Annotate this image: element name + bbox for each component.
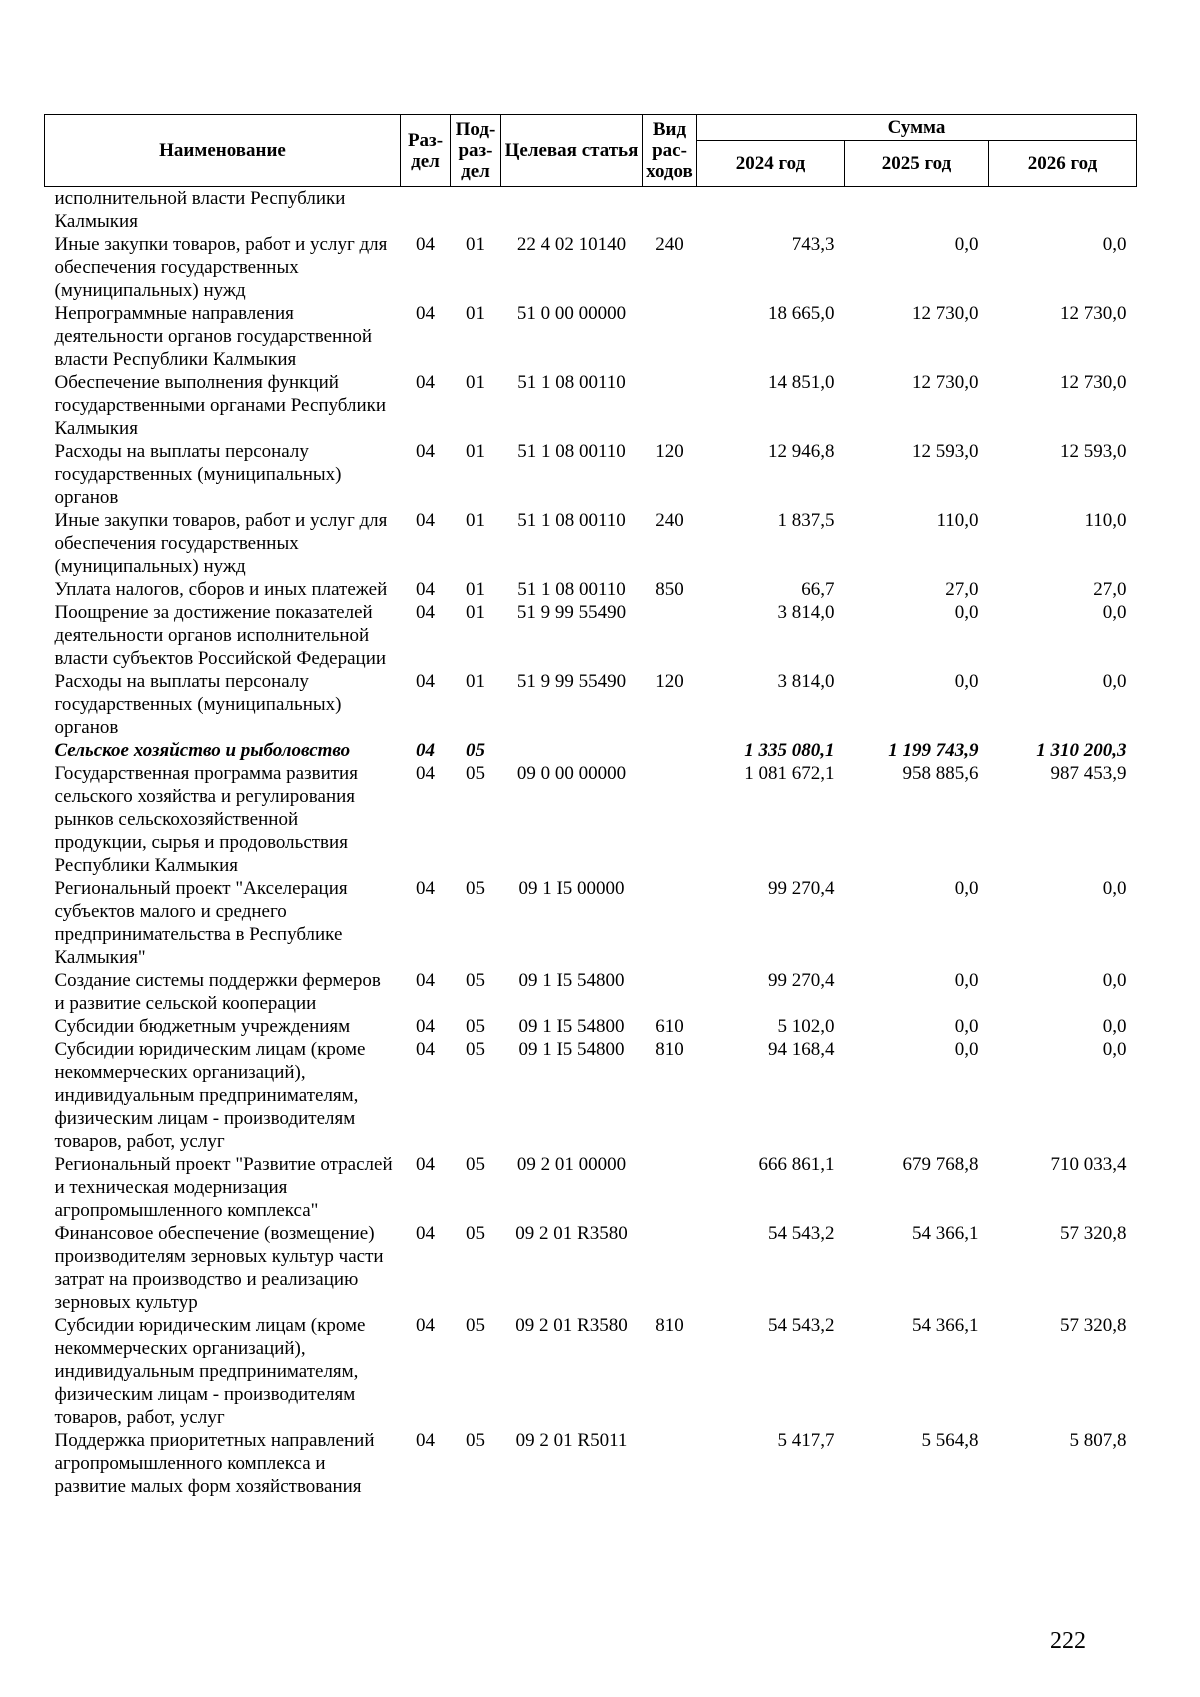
- row-sum-2024: 99 270,4: [768, 970, 835, 991]
- row-name: Сельское хозяйство и рыболовство: [54, 740, 351, 761]
- row-name: Поощрение за достижение показателей деятельности органов исполнительной власти субъектов Российской Федерации: [54, 602, 387, 669]
- row-sum-2024: 3 814,0: [777, 602, 835, 623]
- table-row: [45, 762, 1137, 877]
- row-target-article: 51 9 99 55490: [516, 671, 627, 692]
- row-section: 04: [416, 1016, 435, 1037]
- row-subsection: 05: [466, 970, 485, 991]
- row-sum-2026: 12 730,0: [1060, 303, 1127, 324]
- row-name: исполнительной власти Республики Калмыкия: [54, 188, 346, 232]
- table-row: [45, 578, 1137, 601]
- header-year-2026: 2026 год: [989, 141, 1137, 187]
- row-target-article: 51 9 99 55490: [516, 602, 627, 623]
- header-subsection: Под-раз-дел: [451, 115, 501, 187]
- row-section: 04: [416, 1430, 435, 1451]
- table-row: [45, 187, 1137, 234]
- table-row: [45, 371, 1137, 440]
- row-sum-2024: 94 168,4: [768, 1039, 835, 1060]
- row-section: 04: [416, 234, 435, 255]
- row-sum-2025: 27,0: [945, 579, 979, 600]
- row-target-article: 51 1 08 00110: [517, 372, 626, 393]
- row-sum-2024: 1 837,5: [777, 510, 835, 531]
- row-target-article: 51 1 08 00110: [517, 510, 626, 531]
- row-sum-2026: 12 593,0: [1060, 441, 1127, 462]
- row-sum-2024: 99 270,4: [768, 878, 835, 899]
- row-expense-kind: [643, 1429, 697, 1498]
- row-sum-2025: [845, 187, 989, 234]
- row-expense-kind: [643, 739, 697, 762]
- header-year-2025: 2025 год: [845, 141, 989, 187]
- table-row: [45, 601, 1137, 670]
- row-name: Субсидии юридическим лицам (кроме некоммерческих организаций), индивидуальным предпринимателям, физическим лицам - производителям товаров, работ, услуг: [54, 1315, 366, 1428]
- row-sum-2026: 987 453,9: [1050, 763, 1127, 784]
- row-target-article: 51 1 08 00110: [517, 579, 626, 600]
- row-sum-2024: 18 665,0: [768, 303, 835, 324]
- row-section: 04: [416, 1315, 435, 1336]
- row-subsection: 01: [466, 510, 485, 531]
- row-expense-kind: 120: [655, 441, 684, 462]
- row-sum-2026: 0,0: [1102, 234, 1127, 255]
- row-sum-2025: 12 593,0: [912, 441, 979, 462]
- row-subsection: 01: [466, 671, 485, 692]
- row-target-article: 22 4 02 10140: [516, 234, 627, 255]
- row-expense-kind: [643, 877, 697, 969]
- row-name: Региональный проект "Развитие отраслей и техническая модернизация агропромышленного комплекса": [54, 1154, 393, 1221]
- row-sum-2026: 0,0: [1102, 1039, 1127, 1060]
- row-expense-kind: 240: [655, 234, 684, 255]
- row-sum-2024: [697, 187, 845, 234]
- row-target-article: [501, 187, 643, 234]
- row-subsection: 01: [466, 303, 485, 324]
- row-subsection: 05: [466, 1016, 485, 1037]
- row-expense-kind: 120: [655, 671, 684, 692]
- row-subsection: 01: [466, 372, 485, 393]
- row-name: Обеспечение выполнения функций государственными органами Республики Калмыкия: [54, 372, 387, 439]
- table-row: [45, 969, 1137, 1015]
- header-target-article: Целевая статья: [501, 115, 643, 187]
- row-section: 04: [416, 579, 435, 600]
- row-sum-2025: 0,0: [954, 1016, 979, 1037]
- row-sum-2025: 54 366,1: [912, 1223, 979, 1244]
- row-sum-2026: 110,0: [1084, 510, 1127, 531]
- row-sum-2025: 0,0: [954, 602, 979, 623]
- row-name: Субсидии юридическим лицам (кроме некоммерческих организаций), индивидуальным предпринимателям, физическим лицам - производителям товаров, работ, услуг: [54, 1039, 366, 1152]
- row-subsection: 01: [466, 602, 485, 623]
- row-sum-2025: 679 768,8: [902, 1154, 979, 1175]
- row-sum-2024: 54 543,2: [768, 1223, 835, 1244]
- table-row: [45, 1015, 1137, 1038]
- row-name: Субсидии бюджетным учреждениям: [54, 1016, 351, 1037]
- row-subsection: 05: [466, 1154, 485, 1175]
- table-row: [45, 1153, 1137, 1222]
- row-subsection: 01: [466, 579, 485, 600]
- row-section: 04: [416, 671, 435, 692]
- row-name: Государственная программа развития сельского хозяйства и регулирования рынков сельскохозяйственной продукции, сырья и продовольствия Республики Калмыкия: [54, 763, 358, 876]
- row-sum-2026: 0,0: [1102, 970, 1127, 991]
- row-name: Непрограммные направления деятельности органов государственной власти Республики Калмыкия: [54, 303, 373, 370]
- row-sum-2026: 1 310 200,3: [1036, 740, 1127, 761]
- row-name: Создание системы поддержки фермеров и развитие сельской кооперации: [54, 970, 381, 1014]
- row-section: 04: [416, 1154, 435, 1175]
- row-name: Финансовое обеспечение (возмещение) производителям зерновых культур части затрат на производство и реализацию зерновых культур: [54, 1223, 384, 1313]
- row-sum-2025: 958 885,6: [902, 763, 979, 784]
- row-name: Расходы на выплаты персоналу государственных (муниципальных) органов: [54, 671, 342, 738]
- row-target-article: 51 1 08 00110: [517, 441, 626, 462]
- row-section: 04: [416, 441, 435, 462]
- row-expense-kind: 810: [655, 1315, 684, 1336]
- budget-table: [44, 114, 1137, 1498]
- row-expense-kind: [643, 302, 697, 371]
- row-section: 04: [416, 970, 435, 991]
- header-expense-kind: Вид рас-ходов: [643, 115, 697, 187]
- row-sum-2025: 0,0: [954, 671, 979, 692]
- row-sum-2025: 54 366,1: [912, 1315, 979, 1336]
- row-sum-2026: 0,0: [1102, 1016, 1127, 1037]
- row-subsection: 05: [466, 1315, 485, 1336]
- row-sum-2026: 57 320,8: [1060, 1223, 1127, 1244]
- header-sum: Сумма: [697, 115, 1137, 141]
- row-sum-2025: 0,0: [954, 234, 979, 255]
- row-sum-2024: 743,3: [791, 234, 835, 255]
- table-row: [45, 1314, 1137, 1429]
- row-sum-2026: 12 730,0: [1060, 372, 1127, 393]
- row-section: 04: [416, 1223, 435, 1244]
- row-target-article: 09 1 I5 54800: [518, 1039, 625, 1060]
- row-sum-2025: 110,0: [936, 510, 979, 531]
- row-sum-2026: 0,0: [1102, 878, 1127, 899]
- page-number: 222: [1050, 1628, 1086, 1654]
- table-row: [45, 302, 1137, 371]
- header-section: Раз-дел: [401, 115, 451, 187]
- row-subsection: 01: [466, 441, 485, 462]
- row-sum-2026: 57 320,8: [1060, 1315, 1127, 1336]
- row-sum-2024: 666 861,1: [758, 1154, 835, 1175]
- row-sum-2026: [989, 187, 1137, 234]
- row-section: 04: [416, 878, 435, 899]
- row-target-article: 09 1 I5 54800: [518, 970, 625, 991]
- row-subsection: 01: [466, 234, 485, 255]
- row-sum-2024: 54 543,2: [768, 1315, 835, 1336]
- row-sum-2025: 0,0: [954, 1039, 979, 1060]
- table-body: [45, 187, 1137, 1499]
- row-expense-kind: 610: [655, 1016, 684, 1037]
- row-expense-kind: 240: [655, 510, 684, 531]
- row-section: 04: [416, 372, 435, 393]
- row-subsection: 05: [466, 740, 485, 761]
- row-sum-2025: 12 730,0: [912, 372, 979, 393]
- row-subsection: 05: [466, 1430, 485, 1451]
- header-year-2024: 2024 год: [697, 141, 845, 187]
- row-subsection: 05: [466, 878, 485, 899]
- table-row: [45, 1222, 1137, 1314]
- row-name: Расходы на выплаты персоналу государственных (муниципальных) органов: [54, 441, 342, 508]
- row-section: 04: [416, 740, 435, 761]
- row-subsection: 05: [466, 763, 485, 784]
- row-sum-2025: 5 564,8: [921, 1430, 979, 1451]
- row-sum-2025: 12 730,0: [912, 303, 979, 324]
- row-target-article: 09 2 01 R5011: [515, 1430, 628, 1451]
- row-target-article: [501, 739, 643, 762]
- row-sum-2026: 27,0: [1093, 579, 1127, 600]
- row-section: 04: [416, 763, 435, 784]
- row-sum-2026: 0,0: [1102, 671, 1127, 692]
- row-target-article: 09 2 01 R3580: [515, 1223, 628, 1244]
- row-sum-2024: 5 417,7: [777, 1430, 835, 1451]
- header-name: Наименование: [45, 115, 401, 187]
- row-sum-2026: 5 807,8: [1069, 1430, 1127, 1451]
- row-subsection: 05: [466, 1223, 485, 1244]
- row-sum-2024: 5 102,0: [777, 1016, 835, 1037]
- row-expense-kind: 850: [655, 579, 684, 600]
- row-expense-kind: [643, 969, 697, 1015]
- row-section: [401, 187, 451, 234]
- table-row: [45, 509, 1137, 578]
- row-sum-2025: 0,0: [954, 878, 979, 899]
- table-row: [45, 1429, 1137, 1498]
- row-subsection: [451, 187, 501, 234]
- row-section: 04: [416, 602, 435, 623]
- row-target-article: 09 2 01 R3580: [515, 1315, 628, 1336]
- row-expense-kind: 810: [655, 1039, 684, 1060]
- table-row: [45, 233, 1137, 302]
- row-target-article: 51 0 00 00000: [516, 303, 627, 324]
- table-row: [45, 877, 1137, 969]
- table-row: [45, 739, 1137, 762]
- row-name: Иные закупки товаров, работ и услуг для обеспечения государственных (муниципальных) нужд: [54, 510, 388, 577]
- row-name: Уплата налогов, сборов и иных платежей: [54, 579, 388, 600]
- row-target-article: 09 2 01 00000: [516, 1154, 627, 1175]
- row-sum-2024: 1 335 080,1: [744, 740, 835, 761]
- row-target-article: 09 1 I5 54800: [518, 1016, 625, 1037]
- row-sum-2026: 0,0: [1102, 602, 1127, 623]
- row-sum-2025: 0,0: [954, 970, 979, 991]
- row-sum-2025: 1 199 743,9: [888, 740, 979, 761]
- row-section: 04: [416, 303, 435, 324]
- row-sum-2024: 3 814,0: [777, 671, 835, 692]
- row-subsection: 05: [466, 1039, 485, 1060]
- row-sum-2024: 14 851,0: [768, 372, 835, 393]
- row-section: 04: [416, 510, 435, 531]
- row-sum-2024: 66,7: [801, 579, 835, 600]
- row-expense-kind: [643, 1222, 697, 1314]
- row-target-article: 09 1 I5 00000: [518, 878, 625, 899]
- row-expense-kind: [643, 187, 697, 234]
- row-sum-2024: 12 946,8: [768, 441, 835, 462]
- table-header: [45, 115, 1137, 187]
- row-sum-2026: 710 033,4: [1050, 1154, 1127, 1175]
- row-expense-kind: [643, 1153, 697, 1222]
- row-target-article: 09 0 00 00000: [516, 763, 627, 784]
- table-row: [45, 440, 1137, 509]
- row-sum-2024: 1 081 672,1: [744, 763, 835, 784]
- row-expense-kind: [643, 371, 697, 440]
- table-row: [45, 670, 1137, 739]
- row-expense-kind: [643, 762, 697, 877]
- row-name: Иные закупки товаров, работ и услуг для обеспечения государственных (муниципальных) нужд: [54, 234, 388, 301]
- row-expense-kind: [643, 601, 697, 670]
- row-section: 04: [416, 1039, 435, 1060]
- table-row: [45, 1038, 1137, 1153]
- row-name: Региональный проект "Акселерация субъектов малого и среднего предпринимательства в Республике Калмыкия": [54, 878, 348, 968]
- row-name: Поддержка приоритетных направлений агропромышленного комплекса и развитие малых форм хозяйствования: [54, 1430, 375, 1497]
